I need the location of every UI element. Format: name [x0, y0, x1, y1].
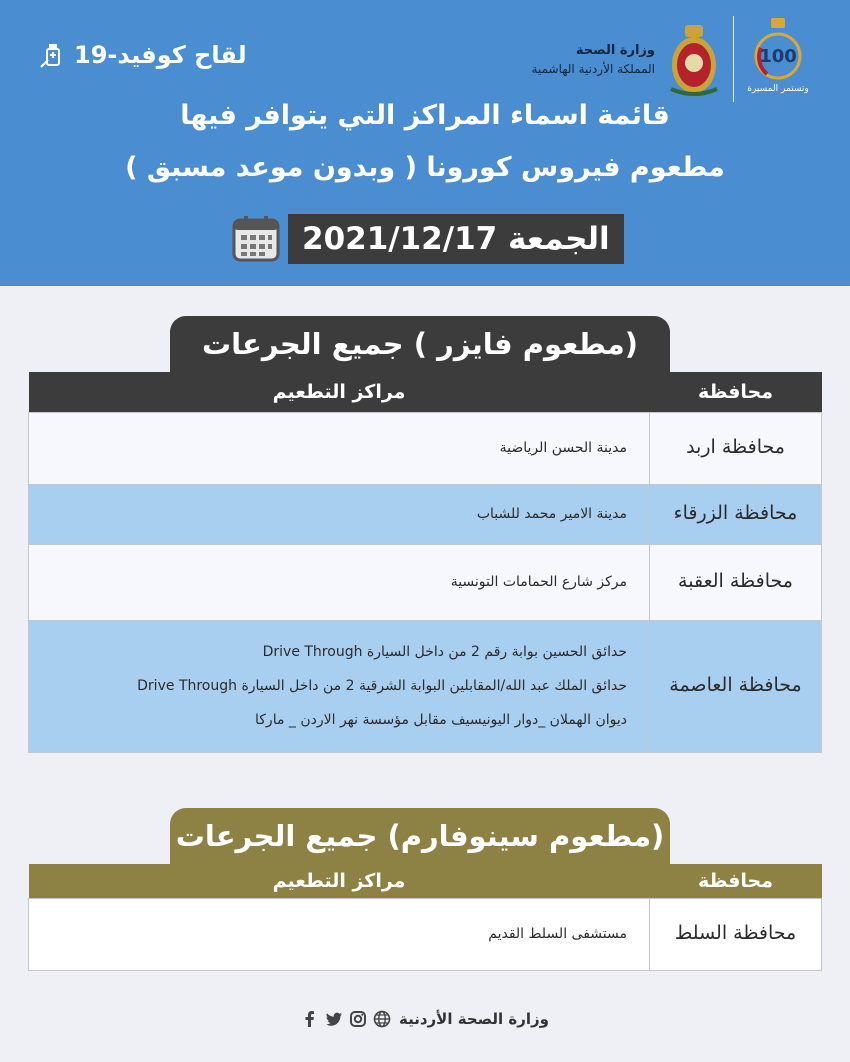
governorate-cell: محافظة اربد [650, 412, 822, 484]
center-item: مدينة الحسن الرياضية [499, 440, 627, 456]
date-area [232, 214, 624, 264]
center-item: مركز شارع الحمامات التونسية [450, 574, 627, 590]
ministry-line2: المملكة الأردنية الهاشمية [531, 61, 655, 76]
governorate-cell: محافظة العقبة [650, 544, 822, 620]
logo-divider [733, 16, 734, 102]
table-row [29, 412, 822, 484]
centers-cell [29, 898, 650, 970]
centers-cell [29, 544, 650, 620]
centers-cell [29, 620, 650, 752]
footer [0, 1010, 850, 1028]
social-icons [301, 1010, 391, 1028]
centennial-caption: وتستمر المسيرة [747, 84, 809, 94]
table-row [29, 544, 822, 620]
ministry-name [532, 43, 655, 76]
centers-cell [29, 484, 650, 544]
globe-icon[interactable] [373, 1010, 391, 1028]
vaccine-icon [38, 40, 68, 70]
centers-cell [29, 412, 650, 484]
table-row [29, 484, 822, 544]
footer-ministry-name: وزارة الصحة الأردنية [399, 1010, 549, 1028]
twitter-icon[interactable] [325, 1010, 343, 1028]
covid-vaccine-tag [38, 40, 247, 70]
logos-group [532, 16, 812, 102]
table-row [29, 898, 822, 970]
col-centers: مراكز التطعيم [29, 864, 650, 898]
sinopharm-centers-table [28, 864, 822, 971]
covid-tag-text: لقاح كوفيد-19 [74, 41, 247, 69]
pfizer-section-title: (مطعوم فايزر ) جميع الجرعات [170, 316, 670, 372]
governorate-cell: محافظة العاصمة [650, 620, 822, 752]
governorate-cell: محافظة السلط [650, 898, 822, 970]
center-item: مستشفى السلط القديم [488, 926, 627, 942]
col-governorate: محافظة [650, 864, 822, 898]
facebook-icon[interactable] [301, 1010, 319, 1028]
date-label: الجمعة 2021/12/17 [288, 214, 624, 264]
table-row [29, 620, 822, 752]
page-title-line1: قائمة اسماء المراكز التي يتوافر فيها [180, 100, 670, 131]
governorate-cell: محافظة الزرقاء [650, 484, 822, 544]
calendar-icon [232, 215, 280, 263]
sinopharm-table-header [29, 864, 822, 898]
centennial-emblem [747, 16, 809, 82]
center-item: حدائق الملك عبد الله/المقابلين البوابة الشرقية 2 من داخل السيارة Drive Through [137, 678, 627, 694]
center-item: حدائق الحسين بوابة رقم 2 من داخل السيارة Drive Through [262, 644, 627, 660]
page-title-line2: مطعوم فيروس كورونا ( وبدون موعد مسبق ) [125, 152, 725, 183]
col-centers: مراكز التطعيم [29, 372, 650, 412]
center-item: ديوان الهملان _دوار اليونيسيف مقابل مؤسسة نهر الاردن _ ماركا [255, 712, 627, 728]
sinopharm-section-title: (مطعوم سينوفارم) جميع الجرعات [170, 808, 670, 864]
col-governorate: محافظة [650, 372, 822, 412]
svg-text:100: 100 [759, 46, 797, 67]
instagram-icon[interactable] [349, 1010, 367, 1028]
pfizer-centers-table [28, 372, 822, 753]
jordan-crest-logo [665, 19, 723, 99]
ministry-line1: وزارة الصحة [575, 42, 655, 58]
pfizer-table-header [29, 372, 822, 412]
centennial-logo [744, 16, 812, 102]
header-banner [0, 0, 850, 286]
center-item: مدينة الامير محمد للشباب [476, 506, 627, 522]
